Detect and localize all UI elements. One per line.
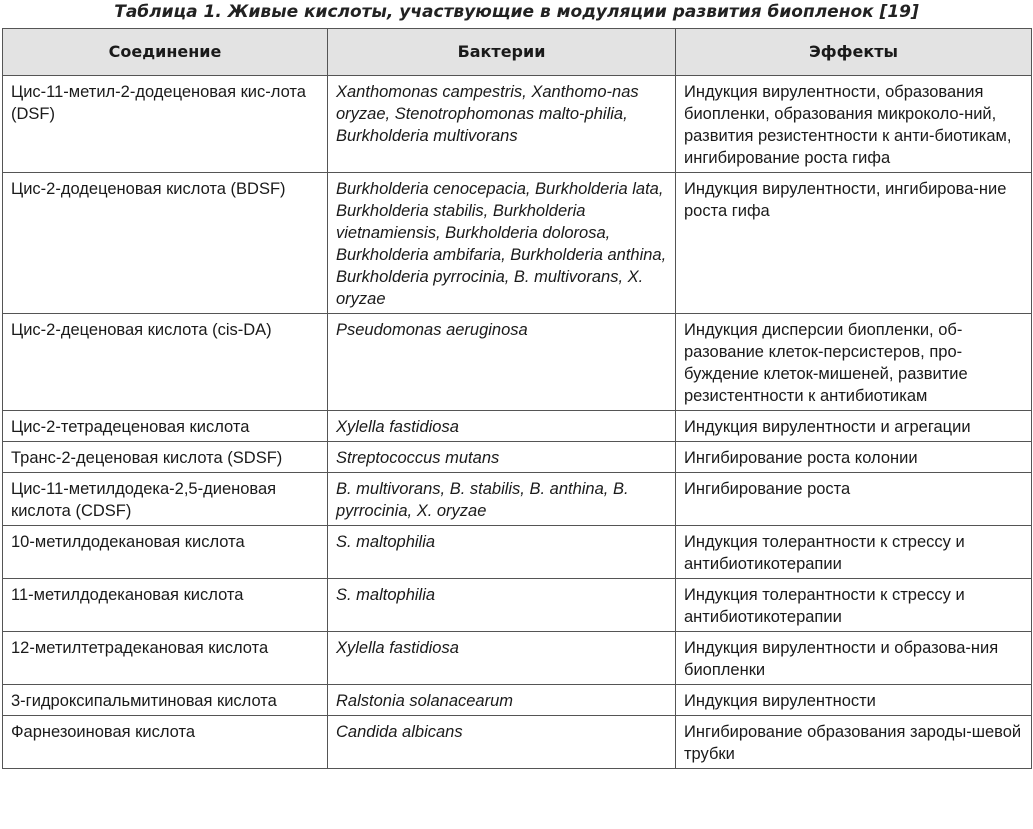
cell-compound: Цис-2-деценовая кислота (cis-DA) [3,314,328,411]
table-row [3,173,1032,314]
cell-effects: Индукция вирулентности, ингибирова-ние роста гифа [676,173,1032,314]
cell-effects: Индукция вирулентности и агрегации [676,411,1032,442]
table-row [3,76,1032,173]
table-row [3,716,1032,769]
cell-effects: Ингибирование роста [676,473,1032,526]
cell-bacteria: S. maltophilia [328,579,676,632]
cell-compound: Цис-11-метилдодека-2,5-диеновая кислота (CDSF) [3,473,328,526]
cell-compound: Цис-2-тетрадеценовая кислота [3,411,328,442]
cell-compound: 11-метилдодекановая кислота [3,579,328,632]
table-row [3,314,1032,411]
cell-bacteria: Burkholderia cenocepacia, Burkholderia lata, Burkholderia stabilis, Burkholderia vietnamiensis, Burkholderia dolorosa, Burkholderia ambifaria, Burkholderia anthina, Burkholderia pyrrocinia, B. multivorans, X. oryzae [328,173,676,314]
cell-compound: Транс-2-деценовая кислота (SDSF) [3,442,328,473]
header-compound: Соединение [3,29,328,76]
table-row [3,411,1032,442]
header-bacteria: Бактерии [328,29,676,76]
table-row [3,579,1032,632]
cell-effects: Индукция вирулентности, образования биопленки, образования микроколо-ний, развития резистентности к анти-биотикам, ингибирование роста гифа [676,76,1032,173]
cell-bacteria: Xylella fastidiosa [328,632,676,685]
cell-compound: 12-метилтетрадекановая кислота [3,632,328,685]
table-row [3,526,1032,579]
header-effects: Эффекты [676,29,1032,76]
cell-bacteria: Candida albicans [328,716,676,769]
cell-effects: Индукция толерантности к стрессу и антибиотикотерапии [676,526,1032,579]
cell-compound: Цис-2-додеценовая кислота (BDSF) [3,173,328,314]
cell-bacteria: S. maltophilia [328,526,676,579]
cell-bacteria: Xylella fastidiosa [328,411,676,442]
cell-bacteria: Streptococcus mutans [328,442,676,473]
cell-bacteria: B. multivorans, B. stabilis, B. anthina, B. pyrrocinia, X. oryzae [328,473,676,526]
cell-compound: 3-гидроксипальмитиновая кислота [3,685,328,716]
table-row [3,442,1032,473]
table-header-row [3,29,1032,76]
cell-bacteria: Xanthomonas campestris, Xanthomo-nas oryzae, Stenotrophomonas malto-philia, Burkholderia multivorans [328,76,676,173]
table-caption: Таблица 1. Живые кислоты, участвующие в модуляции развития биопленок [19] [114,2,919,22]
table-row [3,473,1032,526]
cell-effects: Индукция вирулентности и образова-ния биопленки [676,632,1032,685]
cell-bacteria: Pseudomonas aeruginosa [328,314,676,411]
cell-compound: Фарнезоиновая кислота [3,716,328,769]
biofilm-acids-table [2,28,1032,769]
cell-compound: 10-метилдодекановая кислота [3,526,328,579]
cell-effects: Ингибирование роста колонии [676,442,1032,473]
cell-effects: Ингибирование образования зароды-шевой трубки [676,716,1032,769]
cell-effects: Индукция дисперсии биопленки, об-разование клеток-персистеров, про-буждение клеток-мишеней, развитие резистентности к антибиотикам [676,314,1032,411]
cell-bacteria: Ralstonia solanacearum [328,685,676,716]
table-row [3,632,1032,685]
cell-compound: Цис-11-метил-2-додеценовая кис-лота (DSF) [3,76,328,173]
table-row [3,685,1032,716]
cell-effects: Индукция толерантности к стрессу и антибиотикотерапии [676,579,1032,632]
cell-effects: Индукция вирулентности [676,685,1032,716]
